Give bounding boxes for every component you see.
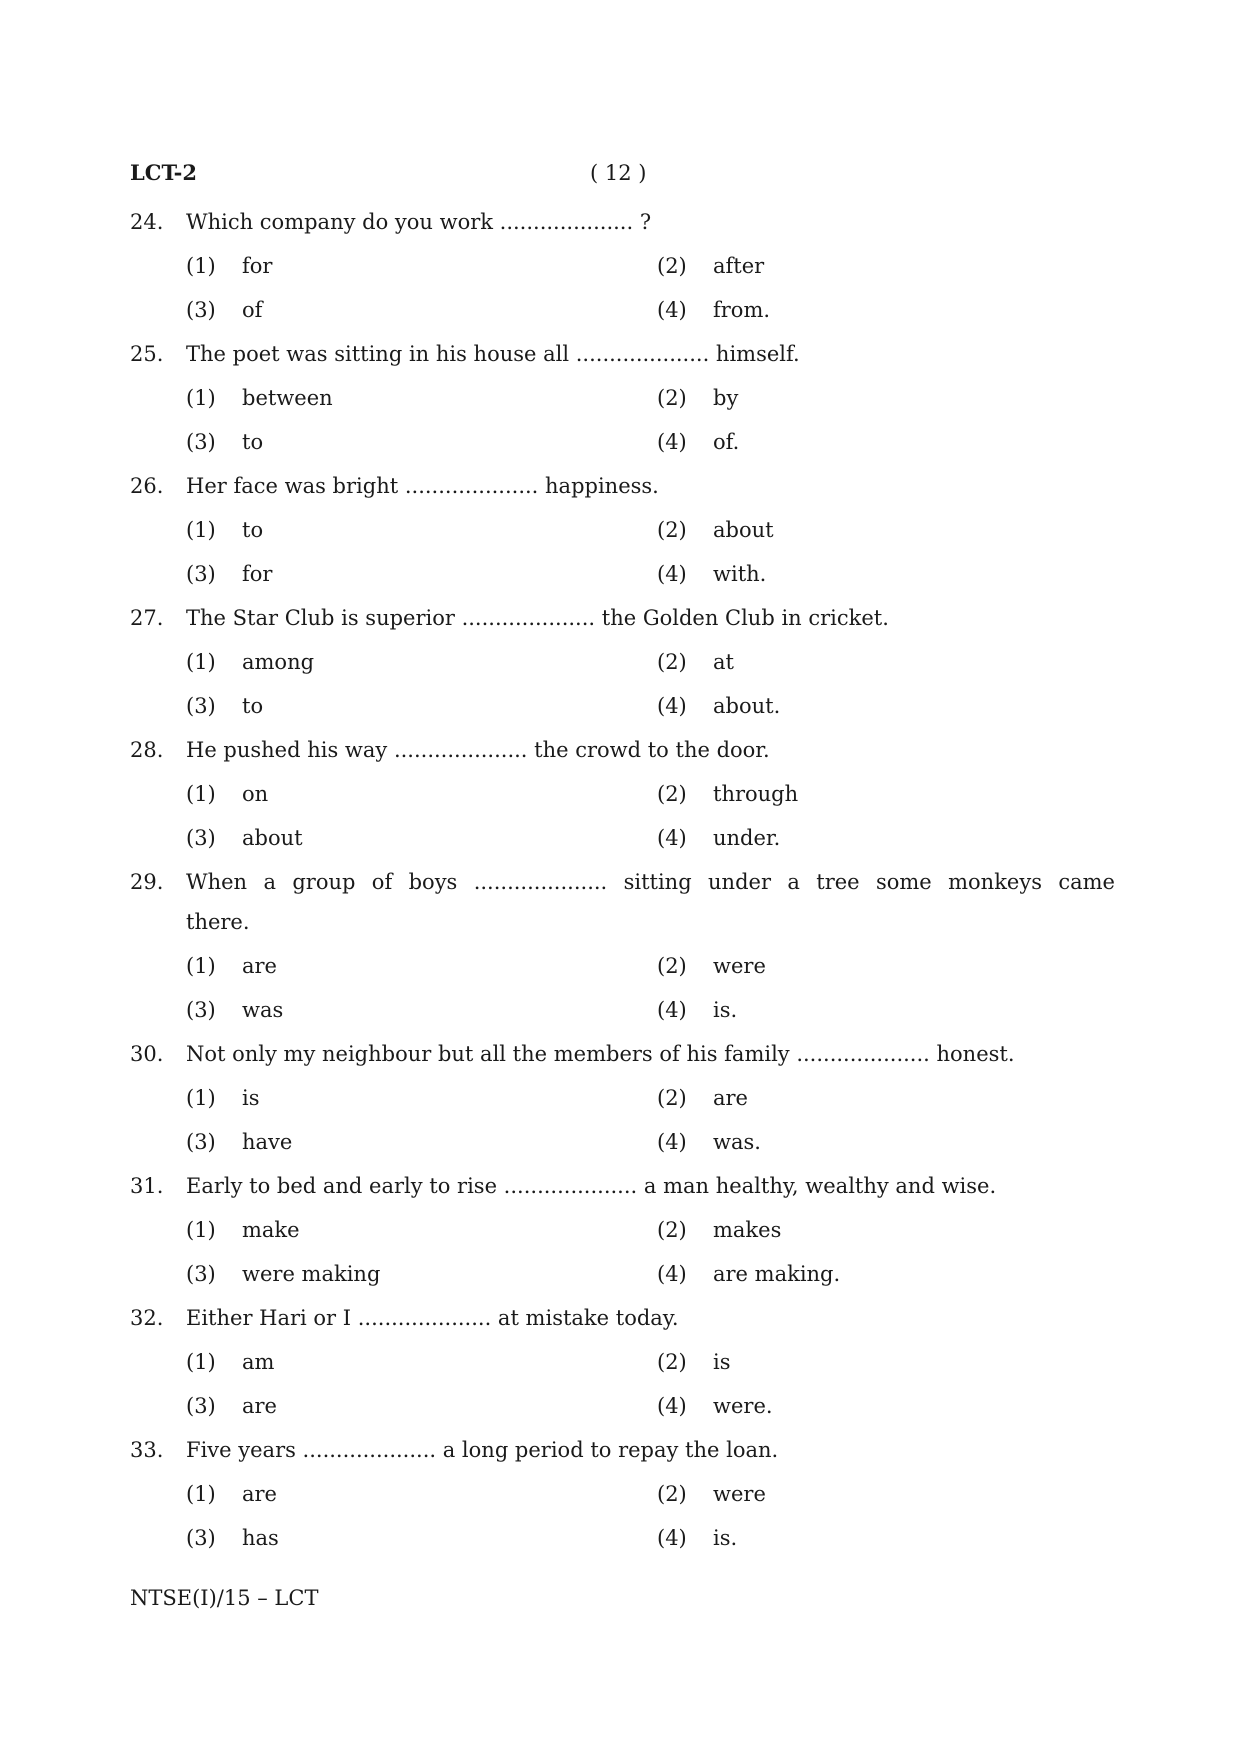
option-3 xyxy=(186,823,657,853)
option-text: make xyxy=(242,1218,300,1242)
option-text: is. xyxy=(713,998,738,1022)
question-24 xyxy=(130,207,1115,325)
question-28 xyxy=(130,735,1115,853)
option-3 xyxy=(186,295,657,325)
page-number: ( 12 ) xyxy=(590,161,647,185)
question-text: When a group of boys .................... sitting under a tree some monkeys came xyxy=(186,870,1115,894)
option-text: were xyxy=(713,1482,766,1506)
option-number: (3) xyxy=(186,694,216,718)
option-text: for xyxy=(242,562,273,586)
option-number: (4) xyxy=(657,430,687,454)
option-text: by xyxy=(713,386,739,410)
footer-code: NTSE(I)/15 – LCT xyxy=(130,1586,319,1610)
option-number: (1) xyxy=(186,954,216,978)
option-text: about xyxy=(242,826,303,850)
option-number: (2) xyxy=(657,954,687,978)
option-text: to xyxy=(242,518,264,542)
option-number: (1) xyxy=(186,1218,216,1242)
option-number: (2) xyxy=(657,650,687,674)
option-number: (4) xyxy=(657,1262,687,1286)
option-text: are making. xyxy=(713,1262,841,1286)
option-text: to xyxy=(242,430,264,454)
question-text: Early to bed and early to rise .................... a man healthy, wealthy and wise. xyxy=(186,1174,997,1198)
option-number: (2) xyxy=(657,1350,687,1374)
option-number: (3) xyxy=(186,1394,216,1418)
option-number: (1) xyxy=(186,782,216,806)
question-30 xyxy=(130,1039,1115,1157)
question-list xyxy=(130,207,1115,1567)
option-text: of. xyxy=(713,430,740,454)
option-number: (1) xyxy=(186,518,216,542)
option-1 xyxy=(186,951,657,981)
option-number: (2) xyxy=(657,254,687,278)
option-number: (2) xyxy=(657,1086,687,1110)
option-2 xyxy=(657,951,1128,981)
option-text: are xyxy=(242,1394,277,1418)
option-3 xyxy=(186,1127,657,1157)
option-number: (3) xyxy=(186,1130,216,1154)
option-text: has xyxy=(242,1526,279,1550)
question-number: 25. xyxy=(130,342,164,366)
option-3 xyxy=(186,559,657,589)
option-2 xyxy=(657,1347,1128,1377)
question-26 xyxy=(130,471,1115,589)
question-number: 24. xyxy=(130,210,164,234)
question-text: He pushed his way .................... the crowd to the door. xyxy=(186,738,770,762)
option-3 xyxy=(186,1259,657,1289)
option-text: were. xyxy=(713,1394,773,1418)
option-2 xyxy=(657,779,1128,809)
option-number: (3) xyxy=(186,298,216,322)
option-number: (3) xyxy=(186,430,216,454)
question-number: 29. xyxy=(130,870,164,894)
option-1 xyxy=(186,1083,657,1113)
option-3 xyxy=(186,427,657,457)
option-number: (1) xyxy=(186,1086,216,1110)
option-number: (4) xyxy=(657,1526,687,1550)
option-number: (2) xyxy=(657,1218,687,1242)
option-number: (3) xyxy=(186,562,216,586)
question-text: The poet was sitting in his house all .................... himself. xyxy=(186,342,800,366)
option-4 xyxy=(657,559,1128,589)
question-29 xyxy=(130,867,1115,1025)
option-4 xyxy=(657,1127,1128,1157)
question-33 xyxy=(130,1435,1115,1553)
question-text: Which company do you work .................... ? xyxy=(186,210,652,234)
option-number: (3) xyxy=(186,1526,216,1550)
option-text: about. xyxy=(713,694,781,718)
option-1 xyxy=(186,383,657,413)
option-text: was xyxy=(242,998,284,1022)
option-text: through xyxy=(713,782,799,806)
option-1 xyxy=(186,1479,657,1509)
option-text: am xyxy=(242,1350,275,1374)
option-2 xyxy=(657,383,1128,413)
option-3 xyxy=(186,1523,657,1553)
option-text: at xyxy=(713,650,734,674)
option-text: was. xyxy=(713,1130,761,1154)
option-text: for xyxy=(242,254,273,278)
option-number: (2) xyxy=(657,386,687,410)
option-4 xyxy=(657,1259,1128,1289)
option-number: (3) xyxy=(186,826,216,850)
option-1 xyxy=(186,251,657,281)
option-3 xyxy=(186,1391,657,1421)
question-31 xyxy=(130,1171,1115,1289)
option-text: about xyxy=(713,518,774,542)
option-4 xyxy=(657,823,1128,853)
option-number: (3) xyxy=(186,998,216,1022)
option-2 xyxy=(657,1215,1128,1245)
option-3 xyxy=(186,691,657,721)
option-text: were xyxy=(713,954,766,978)
option-text: to xyxy=(242,694,264,718)
option-2 xyxy=(657,515,1128,545)
question-27 xyxy=(130,603,1115,721)
option-4 xyxy=(657,1391,1128,1421)
option-number: (4) xyxy=(657,998,687,1022)
option-number: (4) xyxy=(657,1394,687,1418)
option-4 xyxy=(657,1523,1128,1553)
question-number: 30. xyxy=(130,1042,164,1066)
option-text: makes xyxy=(713,1218,782,1242)
question-32 xyxy=(130,1303,1115,1421)
option-4 xyxy=(657,995,1128,1025)
question-text: Five years .................... a long period to repay the loan. xyxy=(186,1438,779,1462)
option-text: under. xyxy=(713,826,781,850)
question-25 xyxy=(130,339,1115,457)
option-4 xyxy=(657,295,1128,325)
question-number: 28. xyxy=(130,738,164,762)
option-text: are xyxy=(242,954,277,978)
option-text: is xyxy=(242,1086,260,1110)
question-text: Not only my neighbour but all the members of his family .................... honest. xyxy=(186,1042,1015,1066)
option-number: (3) xyxy=(186,1262,216,1286)
option-text: between xyxy=(242,386,333,410)
option-2 xyxy=(657,647,1128,677)
option-text: are xyxy=(713,1086,748,1110)
option-4 xyxy=(657,691,1128,721)
question-text: Either Hari or I .................... at mistake today. xyxy=(186,1306,679,1330)
option-text: after xyxy=(713,254,765,278)
option-1 xyxy=(186,515,657,545)
question-number: 31. xyxy=(130,1174,164,1198)
question-text-continuation: there. xyxy=(186,910,250,934)
question-number: 27. xyxy=(130,606,164,630)
question-number: 32. xyxy=(130,1306,164,1330)
option-number: (1) xyxy=(186,386,216,410)
option-text: have xyxy=(242,1130,293,1154)
option-3 xyxy=(186,995,657,1025)
option-2 xyxy=(657,251,1128,281)
option-number: (4) xyxy=(657,694,687,718)
option-number: (2) xyxy=(657,782,687,806)
option-text: were making xyxy=(242,1262,381,1286)
option-number: (1) xyxy=(186,1350,216,1374)
option-text: is xyxy=(713,1350,731,1374)
option-text: among xyxy=(242,650,315,674)
option-number: (4) xyxy=(657,562,687,586)
option-1 xyxy=(186,779,657,809)
option-2 xyxy=(657,1479,1128,1509)
option-number: (4) xyxy=(657,826,687,850)
question-number: 33. xyxy=(130,1438,164,1462)
option-text: with. xyxy=(713,562,767,586)
question-text: The Star Club is superior .................... the Golden Club in cricket. xyxy=(186,606,889,630)
option-number: (1) xyxy=(186,254,216,278)
option-number: (2) xyxy=(657,518,687,542)
option-number: (2) xyxy=(657,1482,687,1506)
question-number: 26. xyxy=(130,474,164,498)
paper-code: LCT-2 xyxy=(130,160,197,185)
option-number: (4) xyxy=(657,298,687,322)
option-number: (4) xyxy=(657,1130,687,1154)
option-text: on xyxy=(242,782,269,806)
option-text: is. xyxy=(713,1526,738,1550)
option-1 xyxy=(186,1215,657,1245)
option-1 xyxy=(186,647,657,677)
option-text: from. xyxy=(713,298,771,322)
option-text: of xyxy=(242,298,263,322)
option-number: (1) xyxy=(186,1482,216,1506)
option-4 xyxy=(657,427,1128,457)
option-number: (1) xyxy=(186,650,216,674)
option-text: are xyxy=(242,1482,277,1506)
option-1 xyxy=(186,1347,657,1377)
option-2 xyxy=(657,1083,1128,1113)
question-text: Her face was bright .................... happiness. xyxy=(186,474,659,498)
